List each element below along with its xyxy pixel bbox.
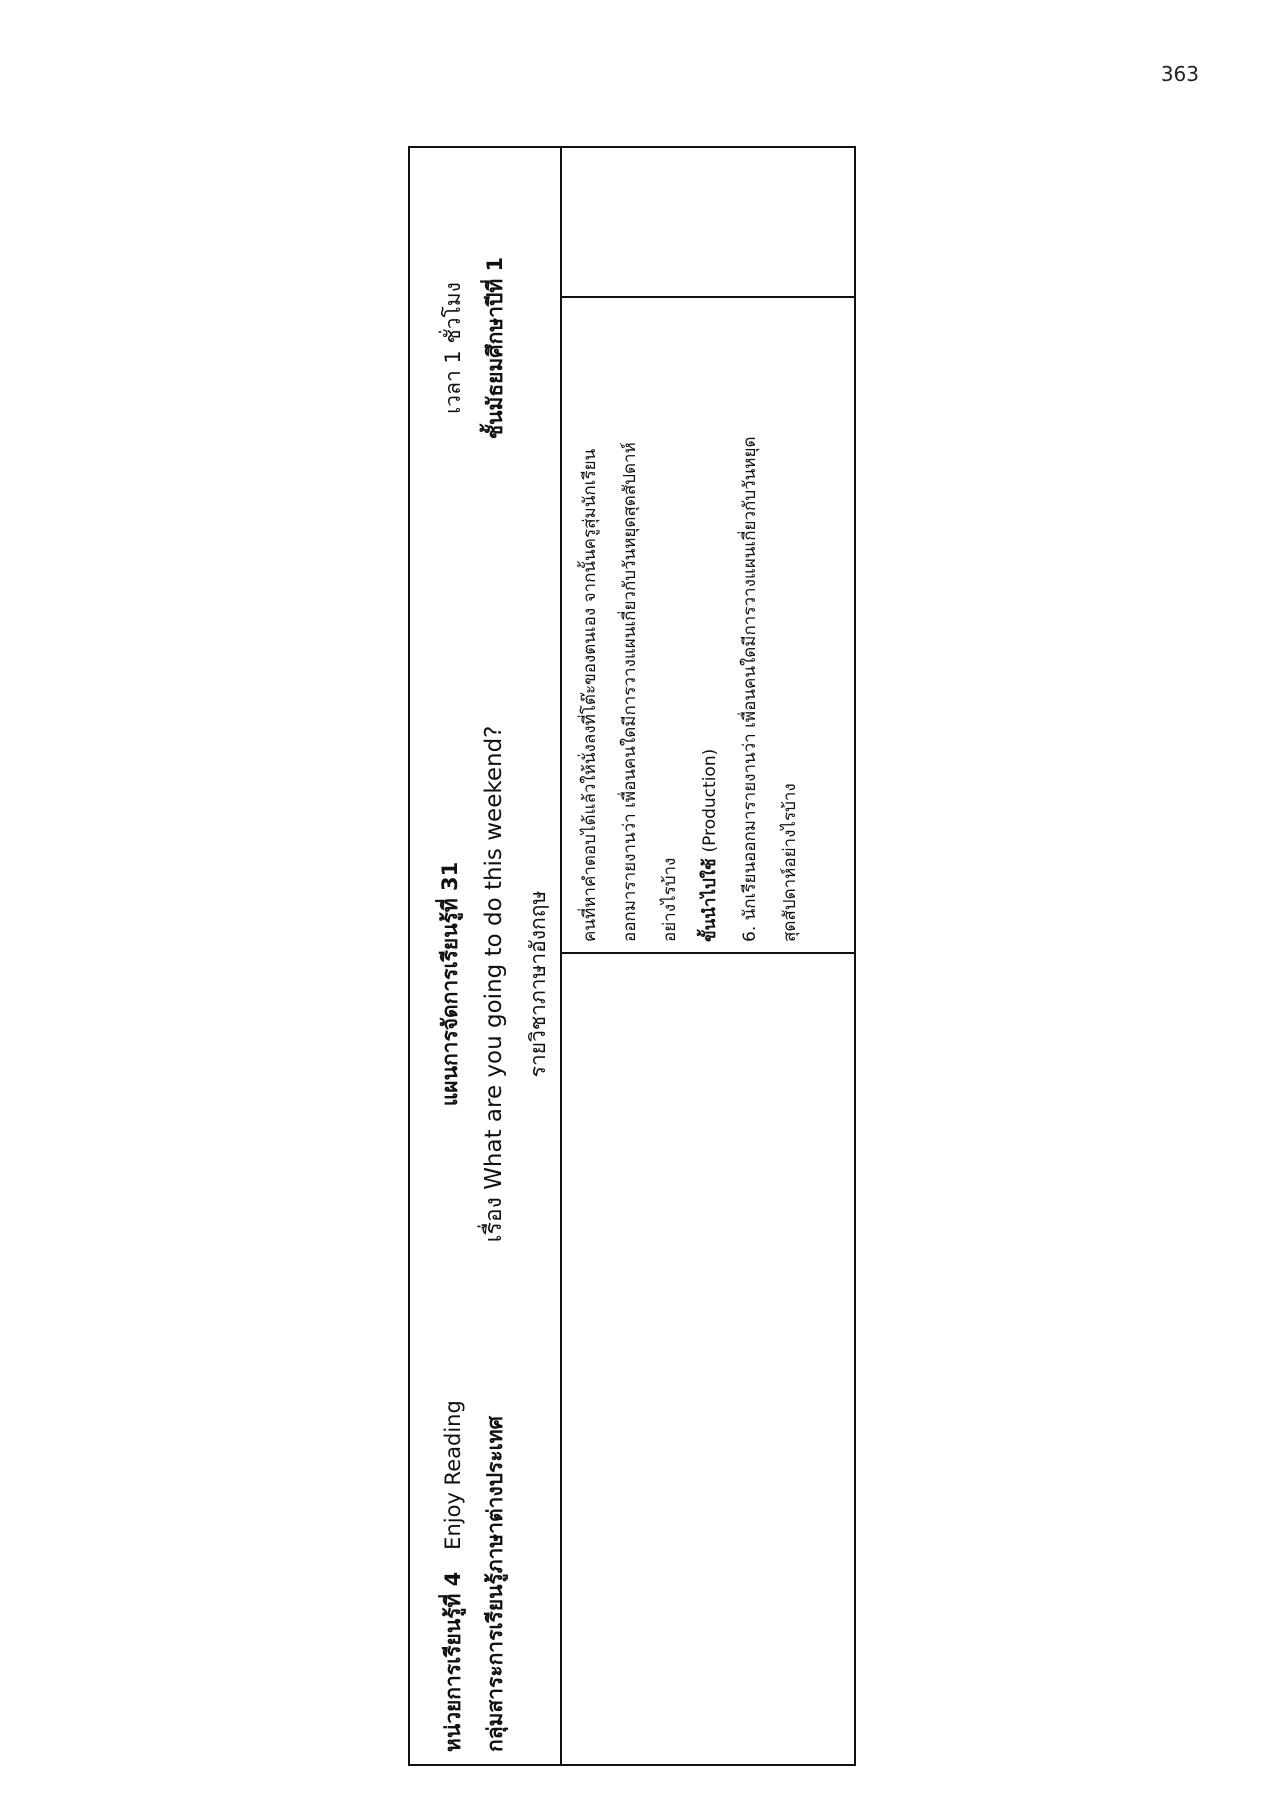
activity-content [570,306,810,942]
unit-title: Enjoy Reading [441,1400,465,1550]
column-divider-right [562,296,854,298]
page-number: 363 [1160,62,1199,86]
subject-group: กลุ่มสาระการเรียนรู้ภาษาต่างประเทศ [483,1416,507,1752]
content-line-2: ออกมารายงานว่า เพื่อนคนใดมีการวางแผนเกี่ยวกับวันหยุดสุดสัปดาห์ [620,442,640,942]
content-line-4: 6. นักเรียนออกมารายงานว่า เพื่อนคนใดมีการวางแผนเกี่ยวกับวันหยุด [740,436,760,942]
column-divider-left [562,952,854,954]
content-line-5: สุดสัปดาห์อย่างไรบ้าง [780,783,800,942]
lesson-plan-table [408,146,856,1766]
lesson-plan-table-wrapper [408,146,856,1766]
step-heading [690,306,730,942]
course-name: รายวิชาภาษาอังกฤษ [526,890,550,1078]
plan-title: แผนการจัดการเรียนรู้ที่ 31 [438,861,462,1107]
time-level-info [432,168,516,528]
step-title-en: (Production) [700,748,720,853]
plan-topic: เรื่อง What are you going to do this weekend? [481,725,507,1243]
table-header-row [410,148,562,1764]
unit-label: หน่วยการเรียนรู้ที่ 4 [441,1571,465,1752]
time-label: เวลา 1 ชั่วโมง [441,282,465,414]
grade-level: ชั้นมัธยมศึกษาปีที่ 1 [483,256,507,440]
content-line-3: อย่างไรบ้าง [660,857,680,942]
content-line-1: คนที่หาคำตอบได้แล้วให้นั่งลงที่โต๊ะของตนเอง จากนั้นครูสุ่มนักเรียน [580,448,600,942]
unit-info [432,1332,516,1752]
step-title: ขั้นนำไปใช้ [700,858,720,942]
unit-line [432,1332,474,1752]
plan-info [428,674,560,1294]
